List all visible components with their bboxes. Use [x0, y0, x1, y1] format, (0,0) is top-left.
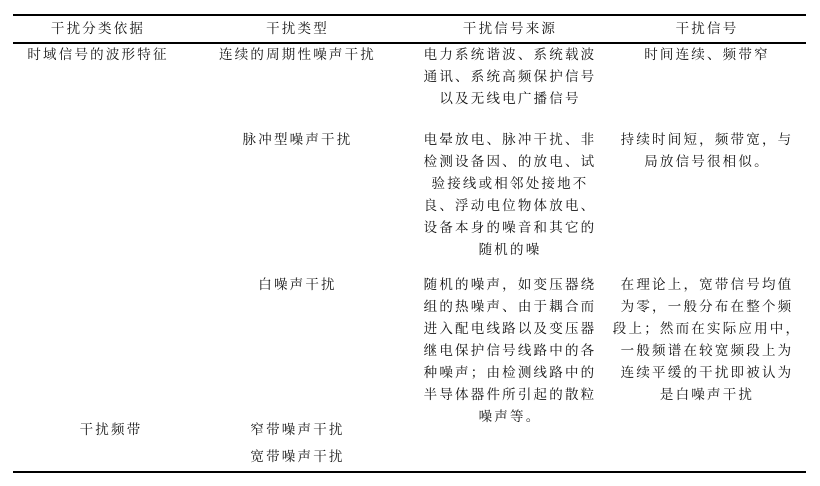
header-type: 干扰类型: [266, 21, 329, 37]
text-line: 检测设备因、的放电、试: [423, 154, 597, 170]
bottom-rule: [13, 471, 806, 473]
text-line: 段上；然而在实际应用中，: [612, 321, 802, 337]
header-signal: 干扰信号: [675, 21, 739, 37]
row1-source: [415, 44, 605, 110]
text-line: 一般频谱在较宽频段上为: [620, 343, 794, 359]
text-line: 电晕放电、脉冲干扰、非: [423, 132, 597, 148]
row1-signal: [612, 44, 802, 66]
row2-signal: [612, 129, 802, 173]
text-line: 是白噪声干扰: [659, 387, 755, 403]
text-line: 连续平缓的干扰即被认为: [620, 365, 794, 381]
row2-type: 脉冲型噪声干扰: [242, 132, 353, 148]
top-rule: [13, 14, 806, 16]
text-line: 进入配电线路以及变压器: [423, 321, 597, 337]
row3-signal: [612, 274, 802, 406]
text-line: 种噪声；由检测线路中的: [423, 365, 597, 381]
header-source: 干扰信号来源: [462, 21, 558, 37]
row3-type: 白噪声干扰: [258, 277, 337, 293]
header-basis: 干扰分类依据: [50, 21, 146, 37]
text-line: 良、浮动电位物体放电、: [423, 198, 597, 214]
text-line: 噪声等。: [478, 409, 542, 425]
text-line: 持续时间短，频带宽，与: [620, 132, 794, 148]
text-line: 通讯、系统高频保护信号: [423, 69, 597, 85]
text-line: 半导体器件所引起的散粒: [423, 387, 597, 403]
text-line: 局放信号很相似。: [644, 154, 770, 170]
row2-source: [415, 129, 605, 261]
text-line: 随机的噪声，如变压器绕: [423, 277, 597, 293]
text-line: 随机的噪: [478, 242, 542, 258]
row1-basis: 时域信号的波形特征: [27, 47, 169, 63]
text-line: 设备本身的噪音和其它的: [423, 220, 597, 236]
text-line: 组的热噪声、由于耦合而: [423, 299, 597, 315]
text-line: 以及无线电广播信号: [439, 91, 581, 107]
row4-type: 窄带噪声干扰: [250, 422, 345, 438]
text-line: 电力系统谐波、系统载波: [423, 47, 597, 63]
text-line: 在理论上，宽带信号均值: [620, 277, 794, 293]
row4-basis: 干扰频带: [79, 422, 143, 438]
text-line: 为零，一般分布在整个频: [620, 299, 794, 315]
row3-source: [415, 274, 605, 428]
row1-type: 连续的周期性噪声干扰: [219, 47, 376, 63]
text-line: 验接线或相邻处接地不: [431, 176, 589, 192]
text-line: 时间连续、频带窄: [644, 47, 770, 63]
row5-type: 宽带噪声干扰: [250, 449, 345, 465]
text-line: 继电保护信号线路中的各: [423, 343, 597, 359]
